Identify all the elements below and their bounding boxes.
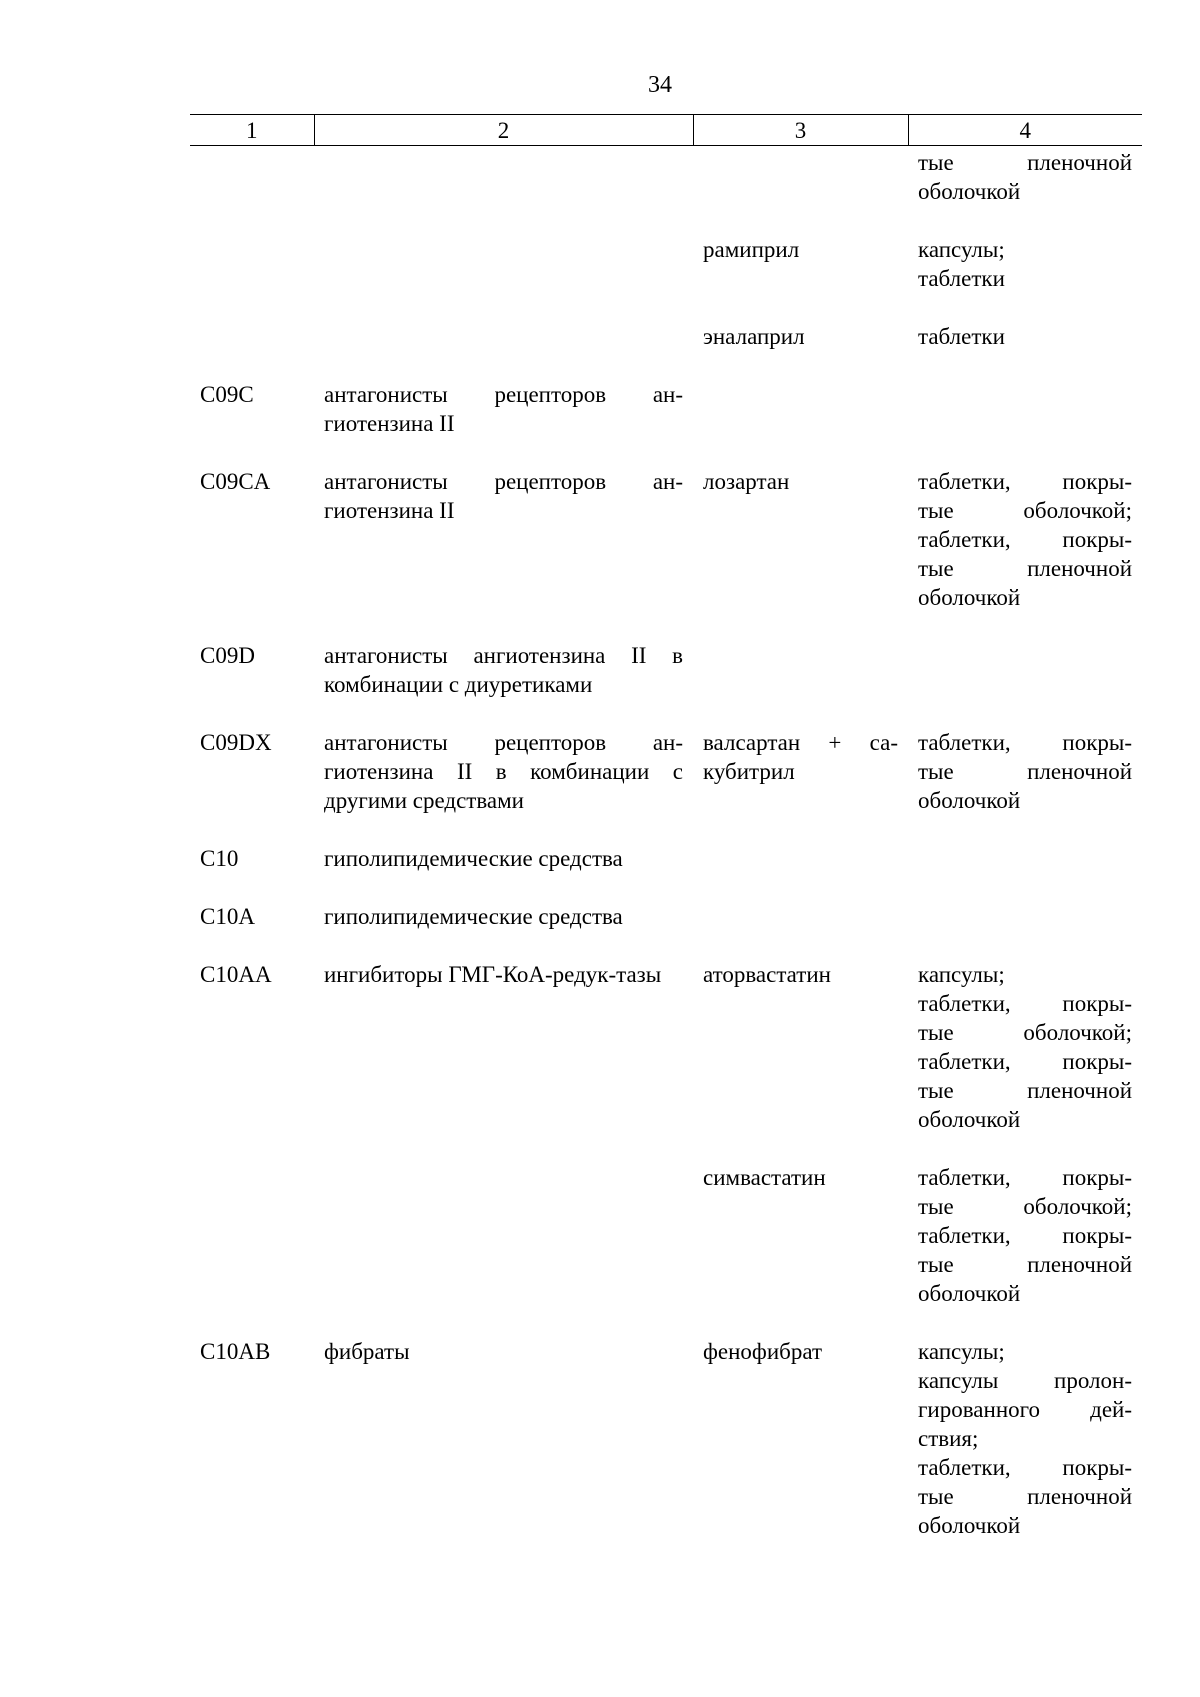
drug-name-cell <box>693 902 908 960</box>
atc-code-cell: C10 <box>200 846 239 871</box>
group-name-cell <box>314 322 693 380</box>
table-row <box>190 467 1142 641</box>
dosage-form-line: оболочкой <box>918 1281 1021 1306</box>
page-number: 34 <box>648 72 672 98</box>
table-row <box>190 1337 1142 1569</box>
group-name-cell: гиполипидемические средства <box>324 846 623 871</box>
dosage-form-line: тые пленочной <box>918 150 1132 175</box>
group-name-cell <box>314 235 693 322</box>
dosage-form-line: тые пленочной <box>918 1484 1132 1509</box>
drug-name-cell: рамиприл <box>703 237 800 262</box>
dosage-form-line: таблетки, покры- <box>918 1049 1132 1074</box>
dosage-form-line: тые пленочной <box>918 759 1132 784</box>
drug-name-cell: симвастатин <box>703 1165 826 1190</box>
dosage-form-cell <box>908 235 1142 322</box>
atc-code-cell: C10AB <box>200 1339 271 1364</box>
dosage-form-line: таблетки, покры- <box>918 730 1132 755</box>
dosage-form-line: капсулы пролон- <box>918 1368 1132 1393</box>
drug-name-cell: аторвастатин <box>703 962 831 987</box>
column-header-3: 3 <box>693 115 908 146</box>
dosage-form-line: оболочкой <box>918 1513 1021 1538</box>
dosage-form-line: тые оболочкой; <box>918 498 1132 523</box>
column-header-4: 4 <box>908 115 1142 146</box>
dosage-form-cell <box>908 902 1142 960</box>
table-row <box>190 641 1142 728</box>
group-name-cell <box>314 1163 693 1337</box>
dosage-form-line: таблетки, покры- <box>918 469 1132 494</box>
dosage-form-line: гированного дей- <box>918 1397 1132 1422</box>
drug-name-cell <box>693 844 908 902</box>
dosage-form-line: таблетки, покры- <box>918 1223 1132 1248</box>
dosage-form-line: тые оболочкой; <box>918 1194 1132 1219</box>
column-header-1: 1 <box>190 115 314 146</box>
atc-code-cell: C09D <box>200 643 255 668</box>
dosage-form-line: таблетки, покры- <box>918 1165 1132 1190</box>
drug-name-cell: валсартан + са-кубитрил <box>703 730 898 784</box>
table-row <box>190 902 1142 960</box>
atc-code-cell: C09DX <box>200 730 272 755</box>
dosage-form-line: капсулы; <box>918 237 1005 262</box>
table-row <box>190 960 1142 1163</box>
dosage-form-line: оболочкой <box>918 179 1021 204</box>
table-row <box>190 322 1142 380</box>
dosage-form-line: таблетки, покры- <box>918 527 1132 552</box>
table-row <box>190 235 1142 322</box>
atc-code-cell: C09C <box>200 382 254 407</box>
dosage-form-line: оболочкой <box>918 585 1021 610</box>
group-name-cell: антагонисты ангиотензина II в комбинации с диуретиками <box>324 643 683 697</box>
atc-code-cell <box>190 235 314 322</box>
dosage-form-cell <box>908 1163 1142 1337</box>
atc-code-cell: C10AA <box>200 962 272 987</box>
table-row <box>190 380 1142 467</box>
dosage-form-line: тые пленочной <box>918 1252 1132 1277</box>
drug-table <box>190 114 1142 1569</box>
dosage-form-line: таблетки, покры- <box>918 1455 1132 1480</box>
dosage-form-cell <box>908 728 1142 844</box>
group-name-cell: ингибиторы ГМГ-КоА-редук-тазы <box>324 962 662 987</box>
dosage-form-line: таблетки <box>918 324 1005 349</box>
dosage-form-line: ствия; <box>918 1426 979 1451</box>
dosage-form-line: таблетки <box>918 266 1005 291</box>
table-body <box>190 146 1142 1570</box>
atc-code-cell: C09CA <box>200 469 271 494</box>
drug-name-cell: фенофибрат <box>703 1339 822 1364</box>
dosage-form-line: тые пленочной <box>918 556 1132 581</box>
dosage-form-line: капсулы; <box>918 962 1005 987</box>
dosage-form-cell <box>908 1337 1142 1569</box>
table-row <box>190 146 1142 236</box>
drug-name-cell <box>693 641 908 728</box>
atc-code-cell <box>190 1163 314 1337</box>
drug-name-cell <box>693 146 908 236</box>
table-row <box>190 1163 1142 1337</box>
table-header <box>190 115 1142 146</box>
dosage-form-cell <box>908 960 1142 1163</box>
atc-code-cell <box>190 322 314 380</box>
dosage-form-line: капсулы; <box>918 1339 1005 1364</box>
dosage-form-cell <box>908 380 1142 467</box>
dosage-form-line: таблетки, покры- <box>918 991 1132 1016</box>
dosage-form-cell <box>908 844 1142 902</box>
atc-code-cell: C10A <box>200 904 255 929</box>
group-name-cell: антагонисты рецепторов ан-гиотензина II <box>324 382 683 436</box>
table-row <box>190 728 1142 844</box>
dosage-form-cell <box>908 641 1142 728</box>
dosage-form-line: оболочкой <box>918 1107 1021 1132</box>
group-name-cell: гиполипидемические средства <box>324 904 623 929</box>
drug-name-cell <box>693 380 908 467</box>
group-name-cell: фибраты <box>324 1339 410 1364</box>
group-name-cell <box>314 146 693 236</box>
dosage-form-cell <box>908 146 1142 236</box>
drug-name-cell: лозартан <box>703 469 790 494</box>
dosage-form-cell <box>908 322 1142 380</box>
group-name-cell: антагонисты рецепторов ан-гиотензина II <box>324 469 683 523</box>
dosage-form-line: оболочкой <box>918 788 1021 813</box>
drug-name-cell: эналаприл <box>703 324 805 349</box>
column-header-2: 2 <box>314 115 693 146</box>
dosage-form-cell <box>908 467 1142 641</box>
dosage-form-line: тые пленочной <box>918 1078 1132 1103</box>
group-name-cell: антагонисты рецепторов ан-гиотензина II в комбинации с другими средствами <box>324 730 683 813</box>
dosage-form-line: тые оболочкой; <box>918 1020 1132 1045</box>
atc-code-cell <box>190 146 314 236</box>
table-row <box>190 844 1142 902</box>
